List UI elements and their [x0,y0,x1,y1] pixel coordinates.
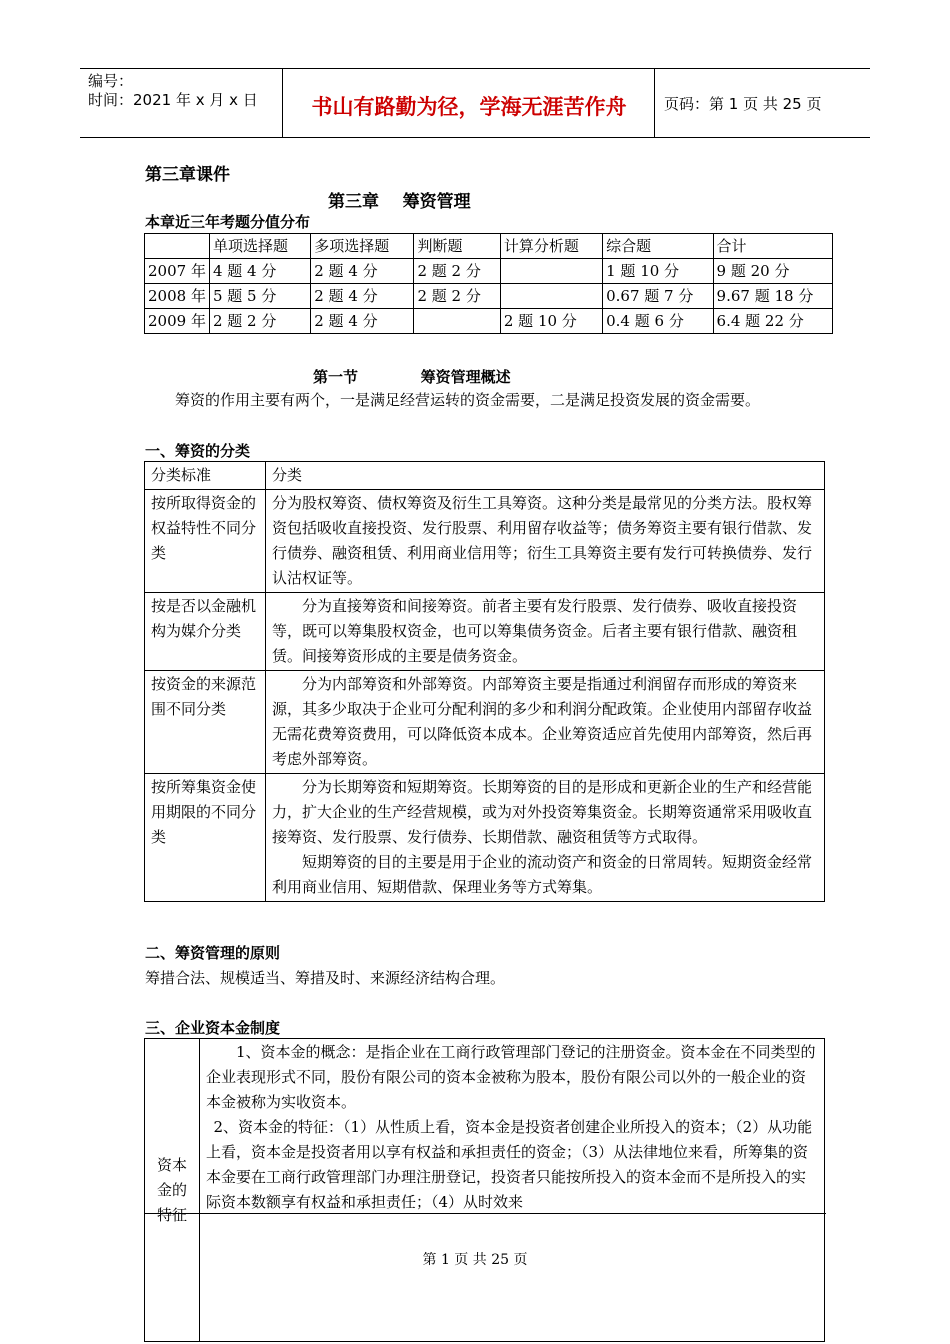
principles-text: 筹措合法、规模适当、筹措及时、来源经济结构合理。 [145,969,506,987]
page-header [80,68,870,138]
table-header-row [145,234,833,259]
score-distribution-table [144,233,833,334]
table-row [145,490,825,593]
table-cell: 0.4 题 6 分 [603,309,713,334]
table-header-cell: 判断题 [414,234,500,259]
table-cell [414,309,500,334]
classification-text: 分为股权筹资、债权筹资及衍生工具筹资。这种分类是最常见的分类方法。股权筹资包括吸收直接投资、发行股票、利用留存收益等；债务筹资主要有银行借款、发行债券、融资租赁、利用商业信用等；衍生工具筹资主要有发行可转换债券、发行认沽权证等。 [266,490,825,593]
table-cell [500,284,602,309]
heading-capital-system: 三、企业资本金制度 [145,1019,281,1037]
capital-paragraph: 1、资本金的概念：是指企业在工商行政管理部门登记的注册资金。资本金在不同类型的企业表现形式不同，股份有限公司的资本金被称为股本，股份有限公司以外的一般企业的资本金被称为实收资本。 [206,1043,816,1111]
table-header-cell: 综合题 [603,234,713,259]
table-header-cell: 合计 [713,234,832,259]
courseware-title: 第三章课件 [145,165,230,185]
table-bottom-border [144,1213,826,1214]
table-header-row [145,462,825,490]
table-cell: 2 题 10 分 [500,309,602,334]
table-row [145,259,833,284]
classification-criterion: 按所筹集资金使用期限的不同分类 [145,774,266,902]
table-cell: 5 题 5 分 [209,284,310,309]
table-cell: 6.4 题 22 分 [713,309,832,334]
classification-text: 短期筹资的目的主要是用于企业的流动资产和资金的日常周转。短期资金经常利用商业信用、短期借款、保理业务等方式筹集。 [272,853,813,896]
classification-table [144,461,825,902]
table-cell: 2 题 2 分 [209,309,310,334]
header-page-number: 页码：第 1 页 共 25 页 [664,95,822,113]
table-row [145,671,825,774]
capital-table-wrapper [144,1038,826,1224]
page-footer: 第 1 页 共 25 页 [422,1252,528,1268]
section-intro: 筹资的作用主要有两个，一是满足经营运转的资金需要，二是满足投资发展的资金需要。 [175,391,761,409]
section-title: 第一节 筹资管理概述 [313,368,511,386]
capital-label: 资本金的特征 [145,1039,200,1342]
table-row [145,284,833,309]
table-cell: 4 题 4 分 [209,259,310,284]
table-header-cell: 单项选择题 [209,234,310,259]
table-cell: 2 题 2 分 [414,284,500,309]
header-divider [654,69,655,137]
doc-number-label: 编号： [88,72,134,90]
table-cell: 2 题 4 分 [311,259,414,284]
table-cell: 2 题 4 分 [311,309,414,334]
table-cell: 0.67 题 7 分 [603,284,713,309]
table-cell: 9 题 20 分 [713,259,832,284]
classification-criterion: 按资金的来源范围不同分类 [145,671,266,774]
classification-text: 分为长期筹资和短期筹资。长期筹资的目的是形成和更新企业的生产和经营能力，扩大企业的生产经营规模，或为对外投资筹集资金。长期筹资通常采用吸收直接筹资、发行股票、发行债券、长期借款、融资租赁等方式取得。 [272,778,813,846]
heading-classification: 一、筹资的分类 [145,442,251,460]
chapter-title: 第三章 筹资管理 [328,192,471,212]
table-row [145,774,825,902]
header-meta [88,72,258,110]
classification-text: 分为内部筹资和外部筹资。内部筹资主要是指通过利润留存而形成的筹资来源，其多少取决于企业可分配利润的多少和利润分配政策。企业使用内部留存收益无需花费筹资费用，可以降低资本成本。企业筹资适应首先使用内部筹资，然后再考虑外部筹资。 [266,671,825,774]
table-cell: 2 题 4 分 [311,284,414,309]
capital-table [144,1038,825,1342]
header-motto: 书山有路勤为径，学海无涯苦作舟 [311,95,627,119]
table-header-cell: 分类 [266,462,825,490]
table-cell [500,259,602,284]
table-row [145,593,825,671]
classification-text-cell [266,774,825,902]
capital-paragraph: 2、资本金的特征：（1）从性质上看，资本金是投资者创建企业所投入的资本；（2）从功能上看，资本金是投资者用以享有权益和承担责任的资金；（3）从法律地位来看，所筹集的资本金要在工商行政管理部门办理注册登记，投资者只能按所投入的资本金而不是所投入的实际资本数额享有权益和承担责任；（4）从时效来 [206,1118,813,1211]
capital-text-cell [200,1039,825,1342]
table-cell: 2008 年 [145,284,210,309]
heading-principles: 二、筹资管理的原则 [145,944,281,962]
table-header-cell: 分类标准 [145,462,266,490]
table-header-cell: 多项选择题 [311,234,414,259]
table-header-cell: 计算分析题 [500,234,602,259]
score-table-title: 本章近三年考题分值分布 [145,213,311,231]
doc-date-label: 时间：2021 年 x 月 x 日 [88,91,258,109]
classification-criterion: 按所取得资金的权益特性不同分类 [145,490,266,593]
table-row [145,309,833,334]
table-cell: 2007 年 [145,259,210,284]
table-cell: 1 题 10 分 [603,259,713,284]
table-cell: 9.67 题 18 分 [713,284,832,309]
classification-text: 分为直接筹资和间接筹资。前者主要有发行股票、发行债券、吸收直接投资等，既可以筹集股权资金，也可以筹集债务资金。后者主要有银行借款、融资租赁。间接筹资形成的主要是债务资金。 [266,593,825,671]
header-divider [282,69,283,137]
classification-criterion: 按是否以金融机构为媒介分类 [145,593,266,671]
table-header-cell [145,234,210,259]
table-row [145,1039,825,1342]
table-cell: 2009 年 [145,309,210,334]
table-cell: 2 题 2 分 [414,259,500,284]
